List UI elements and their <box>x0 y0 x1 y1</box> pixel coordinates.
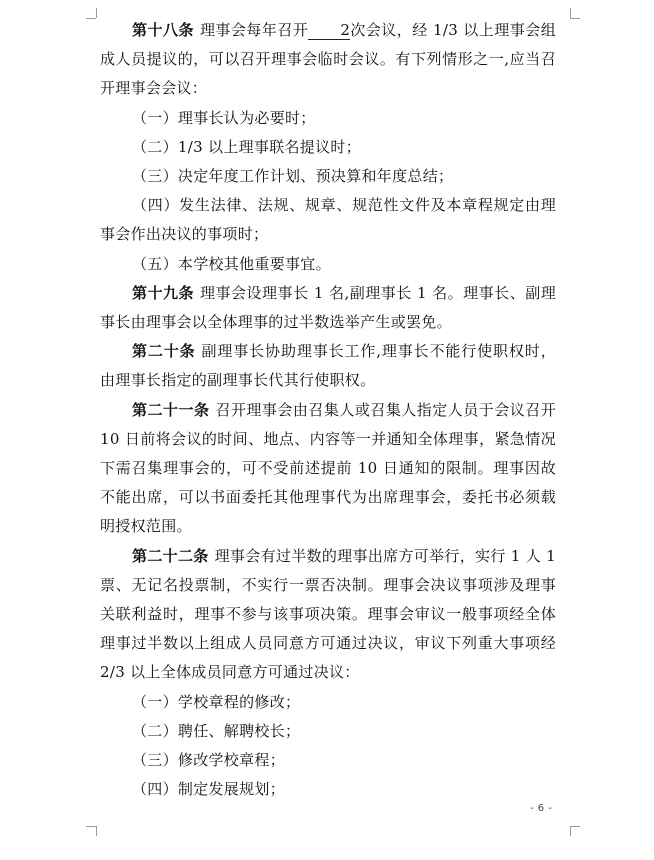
article-18-item-4: （四）发生法律、法规、规章、规范性文件及本章程规定由理事会作出决议的事项时； <box>100 196 556 244</box>
article-18-item-5: （五）本学校其他重要事宜。 <box>132 254 331 273</box>
page-number: - 6 - <box>530 803 553 814</box>
article-22-item-1: （一）学校章程的修改； <box>132 692 301 711</box>
article-20-number: 第二十条 <box>132 342 196 361</box>
article-20-text: 副理事长协助理事长工作,理事长不能行使职权时，由理事长指定的副理事长代其行使职权。 <box>100 342 556 390</box>
article-18-item-2: （二）1/3 以上理事联名提议时； <box>132 137 362 156</box>
article-18-item-1: （一）理事长认为必要时； <box>132 108 316 127</box>
article-22 <box>100 542 556 688</box>
article-22-text: 理事会有过半数的理事出席方可举行，实行 1 人 1 票、无记名投票制，不实行一票否决制。理事会决议事项涉及理事关联利益时，理事不参与该事项决策。理事会审议一般事项经全体理事过半数以上组成人员同意方可通过决议，审议下列重大事项经 2/3 以上全体成员同意方可通过决议： <box>100 546 556 682</box>
article-22-item-2: （二）聘任、解聘校长； <box>132 721 301 740</box>
article-19-text: 理事会设理事长 1 名,副理事长 1 名。理事长、副理事长由理事会以全体理事的过半数选举产生或罢免。 <box>100 283 557 332</box>
article-21-number: 第二十一条 <box>132 400 210 419</box>
meeting-times-value: 2 <box>308 22 350 40</box>
article-18-text-before: 理事会每年召开 <box>199 21 309 39</box>
article-20 <box>100 337 556 395</box>
article-22-number: 第二十二条 <box>132 546 209 565</box>
article-22-item-4: （四）制定发展规划； <box>132 780 286 799</box>
article-19 <box>100 279 556 337</box>
article-18-number: 第十八条 <box>132 21 194 39</box>
article-21-text: 召开理事会由召集人或召集人指定人员于会议召开 10 日前将会议的时间、地点、内容等一并通知全体理事，紧急情况下需召集理事会的，可不受前述提前 10 日通知的限制。理事因故不能出席，可以书面委托其他理事代为出席理事会，委托书必须载明授权范围。 <box>100 400 556 536</box>
document-body <box>100 16 556 804</box>
article-18-item-3: （三）决定年度工作计划、预决算和年度总结； <box>132 167 454 186</box>
article-19-number: 第十九条 <box>132 283 195 302</box>
article-21 <box>100 396 556 542</box>
article-22-item-3: （三）修改学校章程； <box>132 751 286 770</box>
article-18 <box>100 16 556 104</box>
article-18-text-after: 次会议，经 1/3 以上理事会组成人员提议的，可以召开理事会临时会议。有下列情形之一,应当召开理事会会议： <box>100 21 556 98</box>
